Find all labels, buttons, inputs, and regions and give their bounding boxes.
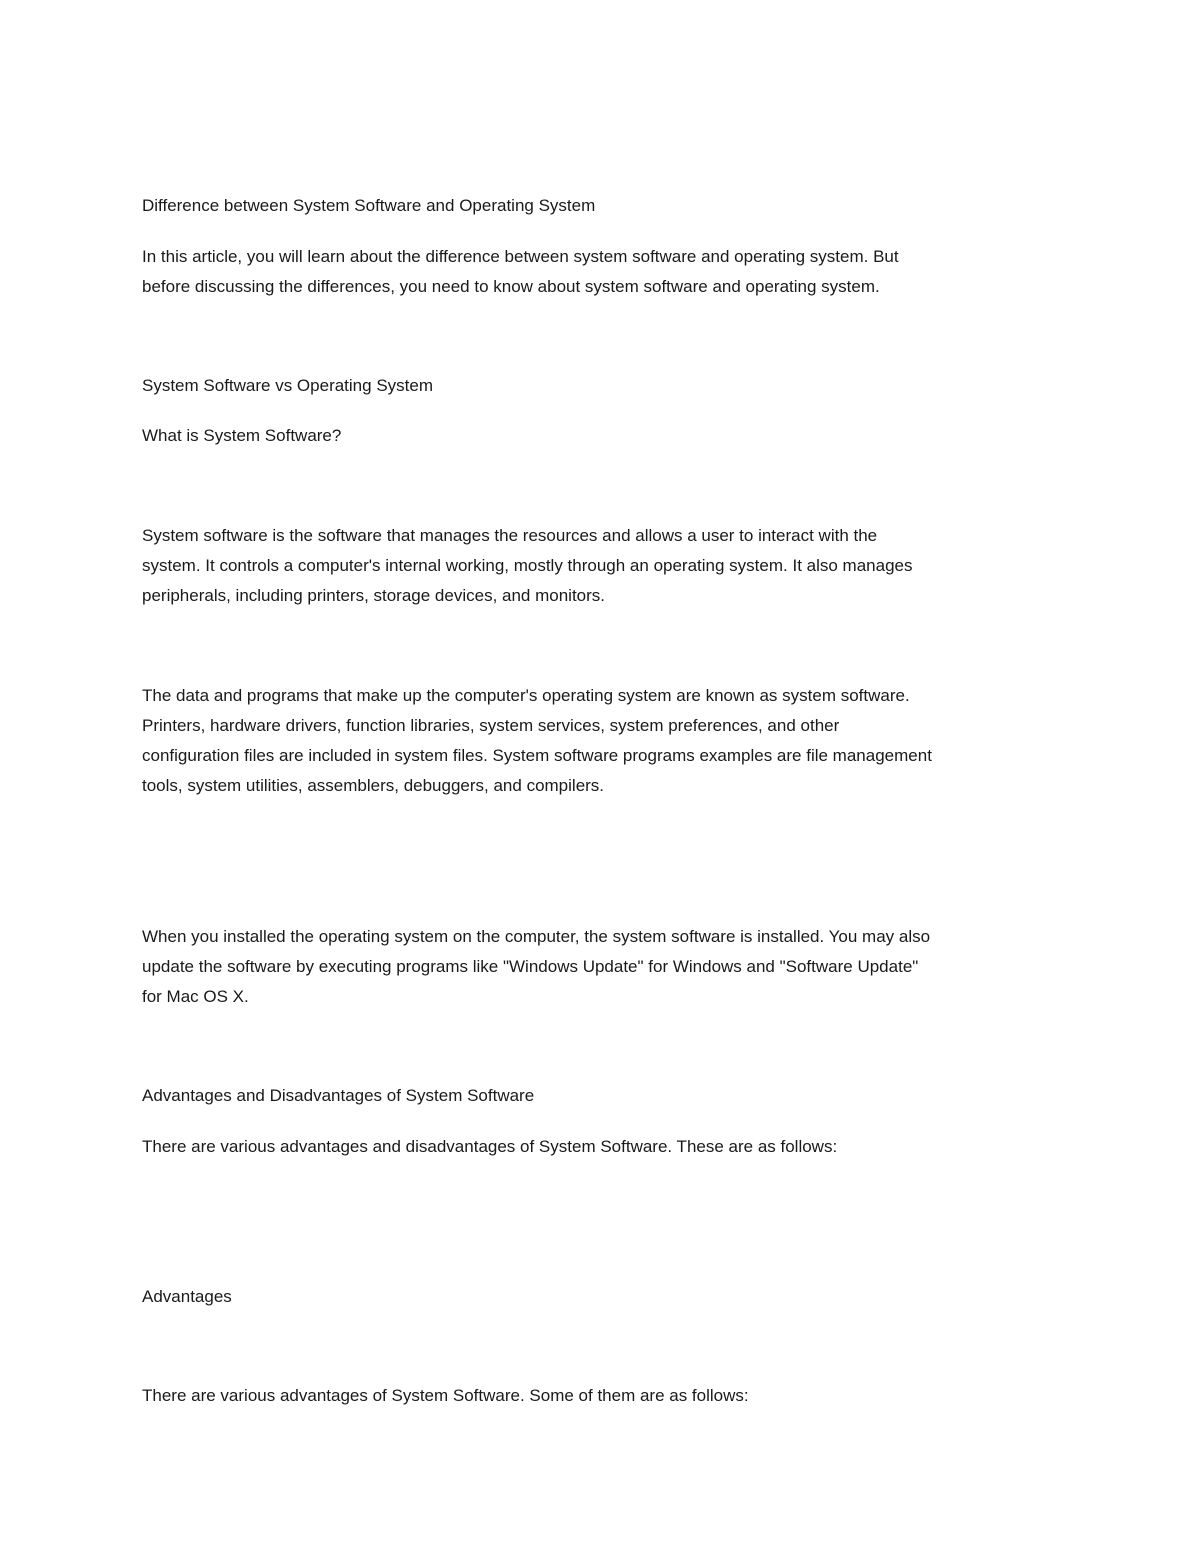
heading-advantages-disadvantages: Advantages and Disadvantages of System Software bbox=[142, 1086, 535, 1105]
advantages-disadvantages-intro: There are various advantages and disadvantages of System Software. These are as follows: bbox=[142, 1137, 838, 1156]
para2-line-1: The data and programs that make up the computer's operating system are known as system software. bbox=[142, 686, 910, 705]
data-and-programs-paragraph bbox=[142, 681, 1072, 801]
para1-line-2: system. It controls a computer's internal working, mostly through an operating system. It also manages bbox=[142, 556, 913, 575]
heading-advantages: Advantages bbox=[142, 1287, 232, 1306]
para2-line-2: Printers, hardware drivers, function libraries, system services, system preferences, and other bbox=[142, 716, 840, 735]
heading-system-software-vs-os: System Software vs Operating System bbox=[142, 376, 433, 395]
intro-paragraph bbox=[142, 242, 1072, 302]
heading-what-is-system-software: What is System Software? bbox=[142, 426, 342, 445]
document-title: Difference between System Software and Operating System bbox=[142, 196, 596, 215]
intro-line-2: before discussing the differences, you need to know about system software and operating system. bbox=[142, 277, 880, 296]
para3-line-1: When you installed the operating system on the computer, the system software is installed. You may also bbox=[142, 927, 931, 946]
para2-line-4: tools, system utilities, assemblers, debuggers, and compilers. bbox=[142, 776, 605, 795]
para1-line-3: peripherals, including printers, storage devices, and monitors. bbox=[142, 586, 606, 605]
intro-line-1: In this article, you will learn about the difference between system software and operating system. But bbox=[142, 247, 899, 266]
para2-line-3: configuration files are included in system files. System software programs examples are file management bbox=[142, 746, 932, 765]
para1-line-1: System software is the software that manages the resources and allows a user to interact with the bbox=[142, 526, 878, 545]
installation-paragraph bbox=[142, 922, 1072, 1012]
para3-line-2: update the software by executing programs like "Windows Update" for Windows and "Software Update" bbox=[142, 957, 919, 976]
para3-line-3: for Mac OS X. bbox=[142, 987, 249, 1006]
advantages-intro: There are various advantages of System Software. Some of them are as follows: bbox=[142, 1386, 749, 1405]
system-software-paragraph bbox=[142, 521, 1072, 611]
